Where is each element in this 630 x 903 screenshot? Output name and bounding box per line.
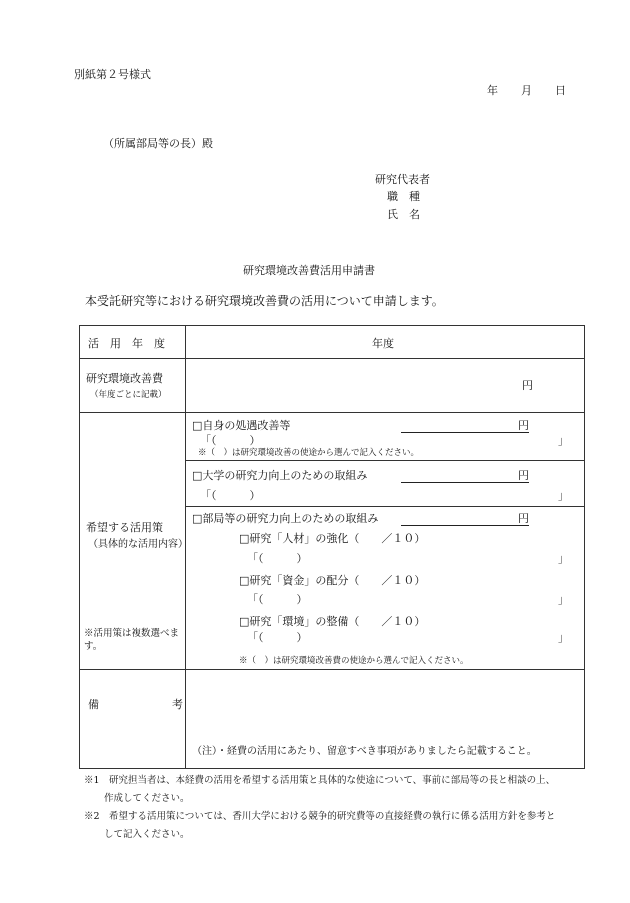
cost-value-cell[interactable]: [186, 359, 585, 413]
option-2-bracket-close: 」: [558, 489, 569, 503]
footnote-1: ※1 研究担当者は、本経費の活用を希望する活用策と具体的な使途について、事前に部局等の長と相談の上、: [84, 775, 556, 786]
addressee: （所属部局等の長）殿: [103, 137, 213, 150]
remarks-label-left: 備: [88, 698, 99, 711]
option-2-cell[interactable]: [186, 461, 585, 507]
option-1-note: ※（ ）は研究環境改善の使途から選んで記入ください。: [198, 448, 420, 458]
option-2-bracket-open: 「（ ）: [200, 489, 261, 503]
option-2-checkbox-label[interactable]: □大学の研究力向上のための取組み: [192, 469, 368, 483]
option-2-yen: 円: [518, 469, 529, 483]
date-day-label: 日: [555, 84, 566, 97]
option-3-sub-personnel-bracket-open: 「（ ）: [247, 552, 308, 566]
year-value-cell[interactable]: [186, 326, 585, 359]
date-year-label: 年: [487, 84, 498, 97]
remarks-note: （注）・経費の活用にあたり、留意すべき事項がありましたら記載すること。: [192, 746, 537, 757]
intro-text: 本受託研究等における研究環境改善費の活用について申請します。: [85, 294, 444, 308]
footnote-1-cont: 作成してください。: [104, 793, 190, 804]
year-label-cell: [80, 326, 186, 359]
measures-note: ※活用策は複数選べま: [84, 628, 180, 639]
option-3-sub-environment-bracket-open: 「（ ）: [247, 631, 308, 645]
option-3-checkbox-label[interactable]: □部局等の研究力向上のための取組み: [192, 512, 379, 526]
remarks-label-right: 考: [172, 698, 183, 711]
option-1-bracket-close: 」: [558, 434, 569, 447]
cost-label: 研究環境改善費: [86, 372, 163, 385]
applicant-name: 氏 名: [387, 208, 420, 221]
option-3-yen: 円: [518, 512, 529, 526]
cost-unit: 円: [522, 379, 533, 392]
applicant-title: 研究代表者: [375, 173, 430, 186]
year-label: 活 用 年 度: [88, 337, 165, 350]
option-3-sub-personnel[interactable]: □研究「人材」の強化（ ／１０）: [239, 532, 426, 546]
date-month-label: 月: [521, 84, 532, 97]
form-number: 別紙第２号様式: [74, 68, 151, 81]
measures-sublabel: （具体的な活用内容）: [88, 539, 188, 550]
option-1-bracket-open: 「（ ）: [200, 434, 261, 447]
measures-note-cont: す。: [84, 641, 103, 652]
option-1-amount-line[interactable]: [401, 432, 529, 433]
option-2-amount-line[interactable]: [401, 482, 529, 483]
measures-label: 希望する活用策: [86, 521, 163, 534]
cost-sublabel: （年度ごとに記載）: [90, 390, 167, 400]
option-3-cell[interactable]: [186, 507, 585, 670]
cost-label-cell: [80, 359, 186, 413]
measures-label-cell: [80, 413, 186, 670]
remarks-label-cell: [80, 670, 186, 769]
option-3-sub-environment-bracket-close: 」: [558, 631, 569, 645]
option-3-sub-funding-bracket-open: 「（ ）: [247, 593, 308, 607]
option-1-yen: 円: [518, 419, 529, 432]
remarks-cell[interactable]: [186, 670, 585, 769]
option-3-sub-funding[interactable]: □研究「資金」の配分（ ／１０）: [239, 574, 426, 588]
option-1-checkbox-label[interactable]: □自身の処遇改善等: [192, 419, 291, 432]
applicant-position: 職 種: [387, 190, 420, 203]
option-3-sub-personnel-bracket-close: 」: [558, 552, 569, 566]
application-table: [79, 325, 585, 769]
option-3-note: ※（ ）は研究環境改善費の使途から選んで記入ください。: [239, 656, 469, 667]
footnote-2-cont: して記入ください。: [104, 829, 190, 840]
option-1-cell[interactable]: [186, 413, 585, 461]
option-3-amount-line[interactable]: [401, 525, 529, 526]
option-3-sub-environment[interactable]: □研究「環境」の整備（ ／１０）: [239, 615, 426, 629]
footnote-2: ※2 希望する活用策については、香川大学における競争的研究費等の直接経費の執行に係る活用方針を参考と: [84, 811, 556, 822]
year-value: 年度: [372, 337, 394, 350]
option-3-sub-funding-bracket-close: 」: [558, 593, 569, 607]
document-title: 研究環境改善費活用申請書: [243, 264, 375, 277]
